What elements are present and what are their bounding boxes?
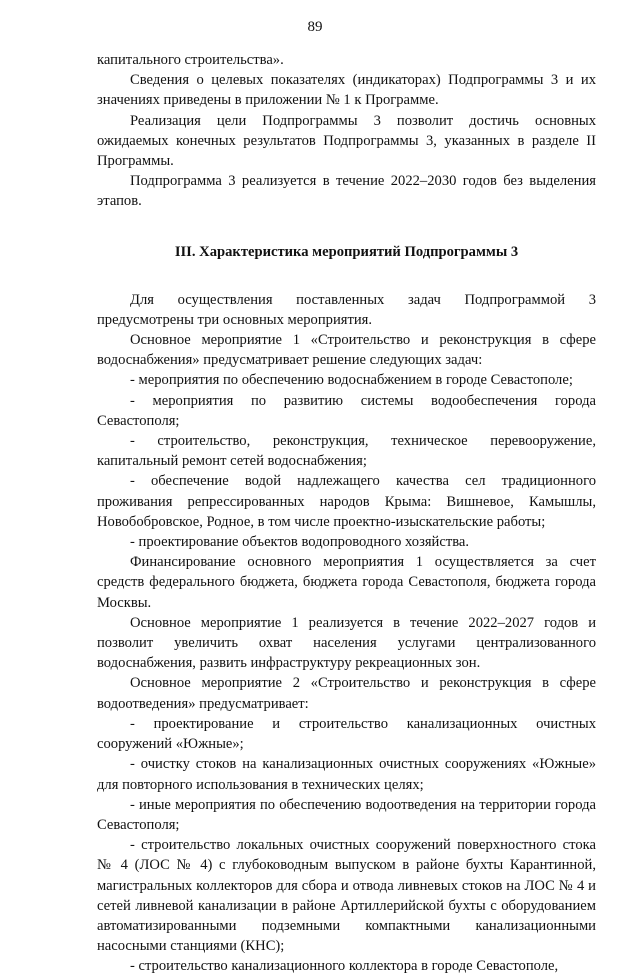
list-item: - иные мероприятия по обеспечению водоотведения на территории города Севастополя; (97, 796, 596, 833)
paragraph: Реализация цели Подпрограммы 3 позволит достичь основных ожидаемых конечных результатов Подпрограммы 3, указанных в разделе II Программы. (97, 112, 596, 170)
list-item: - строительство, реконструкция, техническое перевооружение, капитальный ремонт сетей водоснабжения; (97, 433, 596, 470)
list-item: - мероприятия по развитию системы водообеспечения города Севастополя; (97, 392, 596, 429)
document-body (97, 50, 596, 977)
paragraph: Для осуществления поставленных задач Подпрограммой 3 предусмотрены три основных мероприятия. (97, 291, 596, 328)
list-item: - мероприятия по обеспечению водоснабжением в городе Севастополе; (130, 372, 573, 389)
list-item: - обеспечение водой надлежащего качества сел традиционного проживания репрессированных народов Крыма: Вишневое, Камышлы, Новобобровское, Родное, в том числе проектно-изыскательские работы; (97, 473, 596, 530)
page-number: 89 (307, 19, 323, 35)
paragraph: Основное мероприятие 1 «Строительство и реконструкция в сфере водоснабжения» предусматривает решение следующих задач: (97, 332, 596, 369)
list-item: - проектирование объектов водопроводного хозяйства. (130, 534, 470, 551)
paragraph: Финансирование основного мероприятия 1 осуществляется за счет средств федерального бюджета, бюджета города Севастополя, бюджета города Москвы. (97, 554, 596, 611)
paragraph: Основное мероприятие 1 реализуется в течение 2022–2027 годов и позволит увеличить охват населения услугами централизованного водоснабжения, развить инфраструктуру рекреационных зон. (97, 614, 596, 672)
section-heading: III. Характеристика мероприятий Подпрограммы 3 (174, 243, 519, 260)
paragraph: Подпрограмма 3 реализуется в течение 2022–2030 годов без выделения этапов. (97, 173, 596, 210)
list-item: - очистку стоков на канализационных очистных сооружениях «Южные» для повторного использования в технических целях; (97, 756, 596, 793)
paragraph: Основное мероприятие 2 «Строительство и реконструкция в сфере водоотведения» предусматривает: (97, 675, 596, 712)
paragraph: капитального строительства». (97, 52, 284, 68)
paragraph: Сведения о целевых показателях (индикаторах) Подпрограммы 3 и их значениях приведены в приложении № 1 к Программе. (97, 72, 596, 109)
list-item: - проектирование и строительство канализационных очистных сооружений «Южные»; (97, 715, 596, 753)
list-item: - строительство канализационного коллектора в городе Севастополе, (130, 958, 559, 975)
list-item: - строительство локальных очистных сооружений поверхностного стока № 4 (ЛОС № 4) с глубоководным выпуском в районе бухты Карантинной, магистральных коллекторов для сбора и отвода ливневых стоков на ЛОС № 4 и сетей ливневой канализации в районе Артиллерийской бухты с оборудованием автоматизированными подземными компактными канализационными насосными станциями (КНС); (97, 837, 596, 955)
